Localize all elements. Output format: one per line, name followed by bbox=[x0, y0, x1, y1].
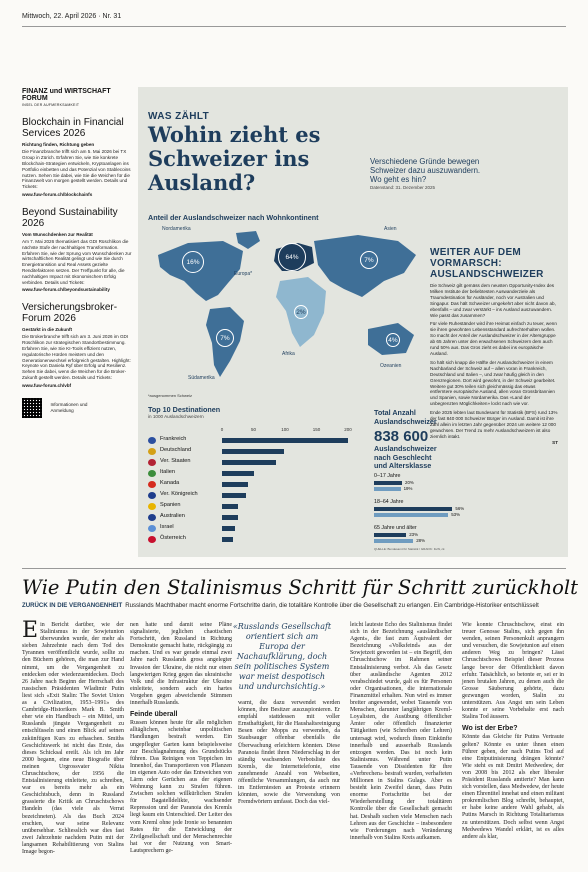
article-deck bbox=[22, 602, 539, 609]
gender-value: 23% bbox=[409, 531, 418, 537]
label-asia: Asien bbox=[384, 226, 397, 232]
total-label-2: Auslandschweizer bbox=[374, 416, 437, 426]
sidebar-section-broker bbox=[22, 302, 132, 387]
section-link[interactable]: www.fuw-forum.ch/beyondsustainability bbox=[22, 287, 110, 293]
section-subtitle: Richtung finden, Richtung geben bbox=[22, 142, 95, 148]
top10-title: Top 10 Destinationen bbox=[148, 405, 221, 414]
axis-tick-label: 150 bbox=[312, 427, 321, 432]
top10-axis bbox=[220, 427, 352, 433]
qr-label-line-1: Informationen und bbox=[50, 401, 88, 407]
section-text: Die Finanzbranche trifft sich am 5. Mai 2026 bei TX Group in Zürich. Erfahren Sie, wie Sie konkrete Blockchain-Strategien entwickeln, Kryptoanlagen ins Portfolio einbetten und das Potenzial von Stablecoins nutzen. Sehen Sie dabei, wie Sie die Weichen für die Finanzwelt von morgen gestellt werden. Details und Tickets: bbox=[22, 149, 131, 190]
age-group-label: 0–17 Jahre bbox=[374, 472, 401, 479]
country-bar bbox=[222, 526, 235, 531]
axis-tick-label: 0 bbox=[220, 427, 224, 432]
age-group-label: 65 Jahre und älter bbox=[374, 524, 417, 531]
logo-subtitle: INSEL DER AUFMERKSAMKEIT bbox=[22, 103, 80, 107]
section-title: Versicherungsbroker-Forum 2026 bbox=[22, 302, 118, 325]
flag-icon bbox=[148, 514, 156, 521]
gender-bar bbox=[374, 533, 406, 537]
gender-value: 53% bbox=[451, 511, 460, 517]
country-bar bbox=[222, 515, 238, 520]
infographic-sidebar bbox=[430, 247, 558, 446]
gender-bar bbox=[374, 539, 413, 543]
sidebar-paragraph: Die Schweiz gilt gemäss dem neusten Opportunity-Index des Milken Institute der beliebtesten Auswanderziele als Traumdestination für Ausländer, noch vor Australien und Singapur. Das hält Schweizer umgekehrt aber nicht davon ab, ebenfalls – und zwar verstärkt – ins Ausland auszuwandern. Wie passt das zusammen? bbox=[430, 283, 556, 318]
section-link[interactable]: www.fuw-forum.ch/vbf bbox=[22, 382, 72, 388]
country-label: Kanada bbox=[160, 480, 180, 486]
column-text: warnt, die dazu verwendet werden können, ihre Besitzer auszuspionieren. Er empfahl stattdessen mit voller Ernsthaftigkeit, für die Haushaltsreinigung Besen oder Mopps zu verwenden, da Staubsauger offenbar ebenfalls die Überwachung erleichtern könnten. Diese Paranoia findet ihren Niederschlag in der ständig wachsenden Verbotsliste des Kremls, die Internettelefonie, eine zunehmende Anzahl von Webseiten, öffentliche Versammlungen, da auch nur im Entferntesten an Proteste erinnern könnten, sowie die Verwendung von Fremdwörtern umfasst. Doch das viel- bbox=[238, 700, 340, 806]
country-bar bbox=[222, 493, 246, 498]
article-rule bbox=[22, 568, 566, 569]
bubble-asia: 7% bbox=[360, 251, 378, 269]
section-title: Blockchain in Financial Services 2026 bbox=[22, 117, 124, 140]
flag-icon bbox=[148, 481, 156, 488]
flag-icon bbox=[148, 459, 156, 466]
infographic bbox=[138, 87, 568, 557]
bubble-africa: 2% bbox=[294, 305, 308, 319]
article-column-3 bbox=[238, 700, 340, 806]
column-text: nen hatte und damit seine Pläne signalisierte, jeglichen chaotischen Fortschritt, den Russland in Richtung Demokratie gemacht hatte, rückgängig zu machen. Und es war gerade einmal zwei Jahre nach Russlands gross angelegter Invasion der Ukraine, die nicht nur einen langwierigen Krieg gegen das ukrainische Volk und die Infrastruktur der Ukraine einleitete, sondern auch ein hartes Vorgehen gegen abweichende Stimmen innerhalb Russlands. bbox=[130, 622, 232, 707]
top10-row bbox=[148, 490, 348, 501]
total-box bbox=[374, 409, 437, 445]
issue-header: Mittwoch, 22. April 2026 · Nr. 31 bbox=[22, 13, 122, 20]
country-bar bbox=[222, 482, 248, 487]
section-subtitle: Vom Wunschdenken zur Realität bbox=[22, 231, 93, 237]
top10-row bbox=[148, 512, 348, 523]
demo-bars bbox=[374, 471, 524, 551]
bubble-europe: 64% bbox=[278, 243, 306, 271]
country-label: Ver. Staaten bbox=[160, 458, 191, 464]
infographic-date: Datenstand: 31. Dezember 2025 bbox=[370, 185, 436, 190]
flag-icon bbox=[148, 503, 156, 510]
sidebar-paragraph: Ende 2025 lebten laut Bundesamt für Statistik (BFS) rund 13% der fast 840 000 Schweizer Bürger im Ausland. Damit ist ihre Zahl allein im letzten Jahr gegenüber 2024 um weitere 12 000 gewachsen. Der Trend zu mehr Auslandschweizern ist also ziemlich intakt. bbox=[430, 410, 558, 439]
top10-subtitle: in 1000 Auslandschweizern bbox=[148, 414, 204, 419]
demographics-chart bbox=[374, 445, 524, 551]
article-column-4 bbox=[350, 622, 452, 842]
flag-icon bbox=[148, 448, 156, 455]
column-text: leicht lauteste Echo des Stalinismus findet sich in der Bezeichnung «ausländischer Agent», die fast zum Äquivalent der Bezeichnung «Volksfeind» aus der Sowjetzeit geworden ist – ein Begriff, den Chruschtschow im Rahmen seiner Entstalinisierung verbot. Als das Gesetz über ausländische Agenten 2012 verabschiedet wurde, galt es für Personen oder Organisationen, die internationale Finanzmittel erhalten. Nun wird es immer breiter angewendet, wobei Tausende von Menschen, darunter langjährigen Kreml-Loyalisten, die Ausübung öffentlicher Ämter oder öffentlich finanzierter Tätigkeiten (wie Schreiben oder Lehren) untersagt wird, wodurch ihnen Einkünfte innerhalb und ausserhalb Russlands entzogen werden. Das ist noch kein Stalinismus. Während unter Putin Tausende von Dissidenten für ihre «Verbrechen» bestraft wurden, verhafteten Millionen in Stalins Gulags. Aber es besteht kein Zweifel daran, dass Putin enorme Fortschritte bei der Wiederherstellung der totalitären Kontrolle über die Gesellschaft gemacht hat. Deshalb suchen viele Menschen nach Lehren aus der Geschichte – insbesondere wie Forderungen nach Veränderung innerhalb von Stalins Kreis aufkamen. bbox=[350, 622, 452, 841]
article-kicker: ZURÜCK IN DIE VERGANGENHEIT bbox=[22, 602, 123, 609]
qr-label bbox=[50, 402, 87, 414]
greenland-shape bbox=[236, 231, 260, 249]
top10-row bbox=[148, 435, 348, 446]
sidebar-section-sustainability bbox=[22, 207, 132, 292]
sidebar-section-blockchain bbox=[22, 117, 132, 197]
deck-text: Russlands Machthaber macht enorme Fortschritte darin, die totalitäre Kontrolle über die Gesellschaft zu erlangen. Ein Cambridge-Historiker entschlüsselt bbox=[125, 602, 539, 609]
article-column-2 bbox=[130, 622, 232, 855]
country-label: Österreich bbox=[160, 535, 186, 541]
demo-title-1: Auslandschweizer bbox=[374, 444, 437, 453]
country-bar bbox=[222, 460, 276, 465]
top10-chart bbox=[148, 405, 352, 541]
gender-value: 20% bbox=[405, 479, 414, 485]
top10-row bbox=[148, 446, 348, 457]
section-subtitle: Gestärkt in die Zukunft bbox=[22, 327, 73, 333]
total-label-1: Total Anzahl bbox=[374, 408, 416, 417]
qr-block bbox=[22, 398, 132, 418]
map-title: Anteil der Auslandschweizer nach Wohnkontinent bbox=[148, 213, 319, 222]
map-footnote: *ausgenommen Schweiz bbox=[148, 393, 193, 398]
flag-icon bbox=[148, 536, 156, 543]
logo-text: FINANZ und WIRTSCHAFT FORUM bbox=[22, 88, 111, 102]
top10-row bbox=[148, 534, 348, 545]
label-north-america: Nordamerika bbox=[162, 226, 191, 232]
header-rule bbox=[22, 26, 566, 27]
gender-bar bbox=[374, 487, 401, 491]
world-map bbox=[148, 225, 428, 391]
axis-tick-label: 50 bbox=[250, 427, 257, 432]
country-label: Frankreich bbox=[160, 436, 187, 442]
gender-bar bbox=[374, 507, 452, 511]
top10-row bbox=[148, 457, 348, 468]
column-text: in Bericht darüber, wie der Stalinismus in der Sowjetunion überwunden wurde, der mehr als sieben Jahrzehnte nach dem Tod des Tyrannen veröffentlicht wurde, sollte zu den Büchern gehören, die man zur Hand nimmt, um die Vergangenheit zu entdecken oder wiederzuentdecken. Doch 26 Jahre nach Beginn der Herrschaft des russischen Präsidenten Wladimir Putin liest sich «Exit Stalin: The Soviet Union as a Civilization, 1953–1991» des Cambridge-Historikers Mark B. Smith eher wie ein Handbuch – ein Mittel, um Russlands jüngste Vergangenheit zu entschlüsseln und einen Blick auf seinen zukünftigen Kurs zu erhaschen. Smiths Geschichtswerk ist nicht das Erste, das dieses Schicksal ereilt. Als ich im Jahr 2000 begann, eine neue Biografie über meinen Urgrossvater Nikita Chruschtschow, der 1956 die Entstalinisierung einleitete, zu schreiben, war es bereits mehr als ein Geschichtsbuch, denn in Russland grassierte die Kritik an Chruschtschows Handeln (das viele als Verrat bezeichneten). Als das Buch 2024 erschien, war seine Relevanz unübersehbar. Schliesslich war dies fast zwei Jahrzehnte nachdem Putin mit der langsamen Rehabilitierung von Stalins Image begon- bbox=[22, 622, 124, 855]
country-label: Spanien bbox=[160, 502, 181, 508]
section-text: Am 7. Mai 2026 thematisiert das GDI Rüschlikon die nächste Stufe der nachhaltigen Transformation. Erfahren Sie, wie der Sprung vom Wunschdenken zur wirtschaftlichen Realität gelingt und wie Sie durch Energietransition und Real Assets gezielte Renditefaktoren setzen. Der Treffpunkt für alle, die nachhaltigen Impact mit ökonomischem Erfolg verbinden. Details und Tickets: bbox=[22, 238, 132, 285]
section-title: Beyond Sustainability 2026 bbox=[22, 206, 118, 229]
article-headline: Wie Putin den Stalinismus Schritt für Schritt zurückholt bbox=[22, 576, 578, 599]
gender-value: 19% bbox=[403, 485, 413, 491]
qr-code-icon[interactable] bbox=[22, 398, 42, 418]
axis-tick-label: 200 bbox=[344, 427, 352, 432]
sidebar-title: WEITER AUF DEM VORMARSCH: AUSLANDSCHWEIZER bbox=[430, 247, 544, 280]
label-africa: Afrika bbox=[282, 351, 295, 357]
infographic-credit: QUELLE: Bundesamt für Statistik / GRAFIK: FuW, ck bbox=[374, 547, 445, 551]
country-bar bbox=[222, 471, 254, 476]
column-text: Könnte das Gleiche für Putins Vertraute gelten? Könnte es unter ihnen einen Führer geben, der nach Putins Tod auf eine Entputinisierung drängen könnte? Wie steht es mit Dmitri Medwedew, der von 2008 bis 2012 als eher liberaler Präsident Russlands amtierte? Man kann sich vorstellen, dass Medwedew, der heute einen Ehrentitel innehat und einen militant prokremlischen Blog schreibt, behauptet, er habe keine andere Wahl gehabt, als Putins Marsch in Richtung Totalitarismus zu unterstützen. Doch selbst wenn Angst Medwedews Wandel erklärt, ist es alles andere als klar, bbox=[462, 734, 564, 840]
infographic-title: Wohin zieht es Schweizer ins Ausland? bbox=[148, 122, 321, 195]
demo-title-2: nach Geschlecht bbox=[374, 452, 432, 462]
label-europe: Europa* bbox=[234, 271, 253, 277]
gender-bar bbox=[374, 513, 448, 517]
country-bar bbox=[222, 537, 233, 542]
column-text: Wie konnte Chruschtschow, einst ein treuer Genosse Stalins, sich gegen ihn wenden, seinen Personenkult anprangern und versuchen, die Sowjetunion auf einen anderen Weg zu bringen? Lässt Chruschtschows Beispiel dieser Prozess lange bevor der Öffentlichkeit davon erfuhr. Tatsächlich, so betonte er, sei er in jenen brutalen Jahren, zu denen auch die Grosse Säuberung gehörte, dazu gezwungen worden, Stalin zu unterstützen. Aus Angst um sein Leben konnte er seine Vorbehalte erst nach Stalins Tod äussern. bbox=[462, 622, 564, 721]
bubble-north-america: 16% bbox=[182, 251, 204, 273]
infographic-kicker: WAS ZÄHLT bbox=[148, 111, 210, 122]
age-group-label: 18–64 Jahre bbox=[374, 498, 404, 505]
drop-cap: E bbox=[22, 618, 39, 643]
top10-row bbox=[148, 523, 348, 534]
subheading: Wo ist der Erbe? bbox=[462, 725, 518, 733]
country-label: Deutschland bbox=[160, 447, 192, 453]
pull-quote-text: «Russlands Gesellschaft orientiert sich am Europa der Nachaufklärung, doch sein politisches System war meist despotisch und undurchsichtig.» bbox=[232, 622, 332, 691]
country-label: Ver. Königreich bbox=[160, 491, 198, 497]
sidebar-paragraph: So hält sich knapp die Hälfte der Auslandschweizer in einem Nachbarland der Schweiz auf – allen voran in Frankreich, Deutschland und Italien –, und zwar häufig gleich in den Grenzregionen. Dort wird gewohnt, in der Schweiz gearbeitet. Weitere gut 30% teilen sich gleichmässig das etwas entferntere europäische Ausland, allen voran Grossbritannien und Spanien, sowie Nordamerika. Das «Land der unbegrenzten Möglichkeiten» lockt nach wie vor. bbox=[430, 359, 556, 407]
gender-value: 56% bbox=[455, 505, 465, 511]
country-bar bbox=[222, 504, 238, 509]
flag-icon bbox=[148, 470, 156, 477]
total-value: 838 600 bbox=[374, 428, 429, 445]
flag-icon bbox=[148, 437, 156, 444]
label-south-america: Südamerika bbox=[188, 375, 215, 381]
country-label: Italien bbox=[160, 469, 175, 475]
flag-icon bbox=[148, 525, 156, 532]
qr-label-line-2: Anmeldung bbox=[50, 407, 74, 413]
top10-row bbox=[148, 501, 348, 512]
country-bar bbox=[222, 449, 284, 454]
column-text: Russen können heute für alle möglichen alltäglichen, scheinbar unpolitischen Handlungen bestraft werden. Ein ungepflegter Garten kann beispielsweise zur Beschlagnahmung des Grundstücks führen. Das Reinigen von Teppichen im Innenhof, das Transportieren von Pflanzen im eigenen Auto oder das Entweichen von Lärm oder Gerüchen aus der eigenen Wohnung kann zu Strafen führen. Zwischen solchen willkürlichen Strafen für Bagatelldelikte, wachsender Repression und der Paranoia des Kremls liegt kaum ein Unterschied. Der Leiter des vom Kreml ohne jede Ironie so benannten Rates für die Entwicklung der Zivilgesellschaft und der Menschenrechte hat vor der Nutzung von Smart-Lautsprechern ge- bbox=[130, 720, 232, 854]
country-bar bbox=[222, 438, 348, 443]
subheading: Feinde überall bbox=[130, 711, 178, 719]
fuw-forum-logo bbox=[22, 88, 132, 107]
article-column-1 bbox=[22, 618, 124, 856]
pull-quote bbox=[230, 622, 334, 692]
forum-sidebar bbox=[22, 88, 132, 418]
bubble-south-america: 7% bbox=[216, 329, 234, 347]
top10-row bbox=[148, 479, 348, 490]
gender-value: 28% bbox=[416, 537, 425, 543]
label-oceania: Ozeanien bbox=[380, 363, 402, 369]
author-initials: ST bbox=[552, 439, 558, 445]
country-label: Australien bbox=[160, 513, 185, 519]
infographic-lede: Verschiedene Gründe bewegen Schweizer dazu auszuwandern. Wo geht es hin? bbox=[370, 157, 481, 184]
section-text: Die Brokerbranche trifft sich am 3. Juni 2026 im GDI Rüschlikon zur strategischen Standortbestimmung. Erfahren Sie, wie Sie KI-Tools effizient nutzen, regulatorische Hürden meistern und den Generationenwechsel erfolgreich gestalten. Highlight: Keynote von Daniela Ryf über Erfolg und Resilienz. Sehen Sie dabei, wenn die Weichen für die Broker-Zukunft gestellt werden. Details und Tickets: bbox=[22, 334, 131, 380]
top10-row bbox=[148, 468, 348, 479]
bubble-oceania: 4% bbox=[386, 333, 400, 347]
gender-bar bbox=[374, 481, 402, 485]
north-america-shape bbox=[158, 241, 243, 301]
flag-icon bbox=[148, 492, 156, 499]
sidebar-paragraph: Für viele Ruheständer wird ihre Heimat einfach zu teuer, wenn sie ihren gewohnten Lebensstandard aufrechterhalten wollen. So macht der Anteil der Auslandschweizer in der Altersgruppe ab 65 Jahren unter den erwachsenen Schweizern dem auch rund 50% aus. Das Gros zieht es dabei ins europäische Ausland. bbox=[430, 321, 557, 356]
demo-title-3: und Altersklasse bbox=[374, 461, 432, 470]
section-link[interactable]: www.fuw-forum.ch/blockchainfs bbox=[22, 191, 93, 197]
axis-tick-label: 100 bbox=[281, 427, 289, 432]
country-label: Israel bbox=[160, 524, 174, 530]
article-column-5 bbox=[462, 622, 564, 841]
